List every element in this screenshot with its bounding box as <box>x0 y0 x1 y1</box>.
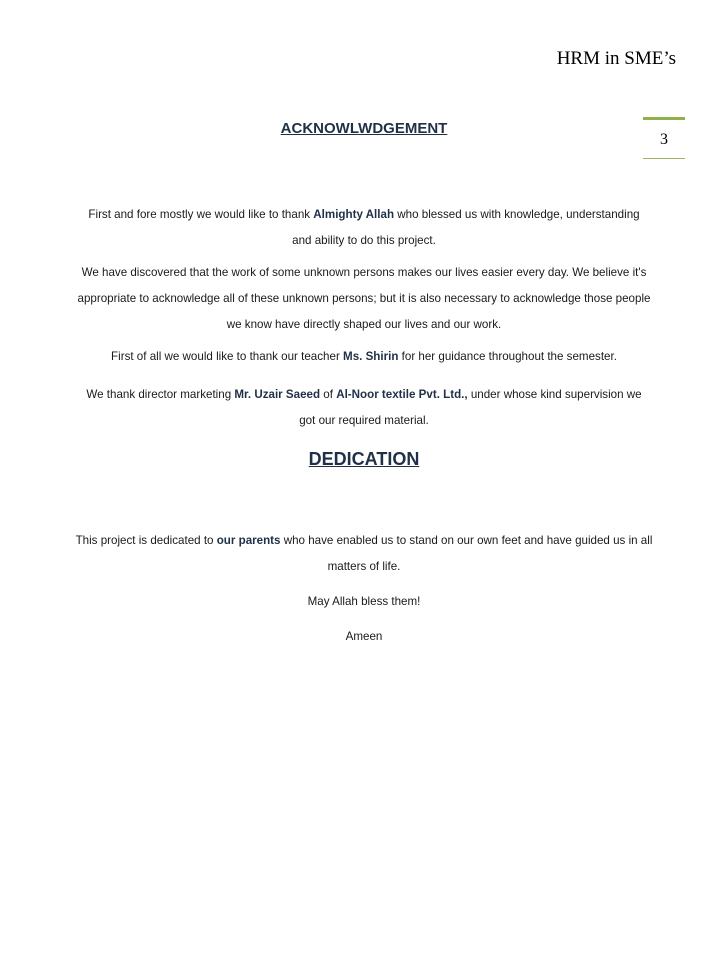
text-segment: of <box>320 388 337 401</box>
text-segment: First and fore mostly we would like to thank <box>88 208 314 221</box>
bold-segment: Almighty Allah <box>313 208 395 221</box>
acknowledgement-heading: ACKNOWLWDGEMENT <box>280 120 448 137</box>
bold-segment: Al-Noor textile Pvt. Ltd., <box>336 388 468 401</box>
acknowledgement-paragraph-1 <box>80 202 648 254</box>
text-segment: who blessed us with knowledge, understanding and ability to do this project. <box>292 208 640 247</box>
bold-segment: Ms. Shirin <box>343 350 399 363</box>
text-segment: We thank director marketing <box>86 388 235 401</box>
acknowledgement-paragraph-2: We have discovered that the work of some unknown persons makes our lives easier every day. We believe it's appropriate to acknowledge all of these unknown persons; but it is also necessary to acknowledge those people we know have directly shaped our lives and our work. <box>77 266 651 331</box>
header-title: HRM in SME’s <box>556 48 676 69</box>
dedication-heading: DEDICATION <box>308 449 420 469</box>
dedication-paragraph <box>60 528 668 580</box>
dedication-blessing: May Allah bless them! <box>307 595 421 608</box>
text-segment: for her guidance throughout the semester. <box>398 350 617 363</box>
dedication-closing: Ameen <box>345 630 383 643</box>
bold-segment: Mr. Uzair Saeed <box>234 388 321 401</box>
text-segment: This project is dedicated to <box>75 534 217 547</box>
acknowledgement-paragraph-3 <box>70 344 658 370</box>
acknowledgement-paragraph-4 <box>80 382 648 434</box>
text-segment: who have enabled us to stand on our own feet and have guided us in all matters of life. <box>280 534 653 573</box>
text-segment: First of all we would like to thank our teacher <box>111 350 344 363</box>
text-segment: under whose kind supervision we got our required material. <box>299 388 642 427</box>
bold-segment: our parents <box>216 534 281 547</box>
page-number: 3 <box>660 131 668 148</box>
